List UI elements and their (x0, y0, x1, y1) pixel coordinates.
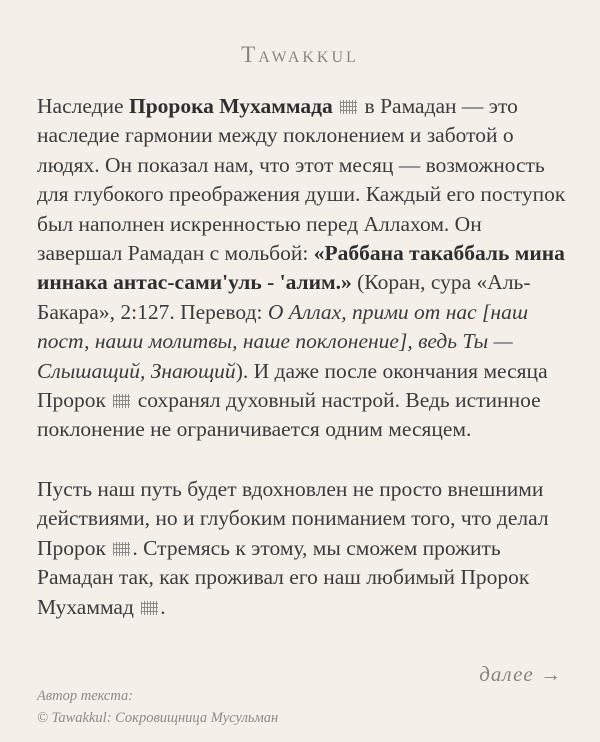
text-run: (Коран, сура «Аль-Бакара», 2:127. Перевод: (37, 270, 531, 324)
text-run: сохранял духовный настрой. Ведь истинное поклонение не ограничивается одним месяцем. (37, 388, 541, 442)
credits (37, 685, 278, 729)
bold-run: Пророка Мухаммада (128, 94, 333, 118)
paragraph-2 (37, 475, 567, 622)
text-run: . (160, 594, 166, 619)
bold-dua: «Раббана такаббаль мина иннака антас-сами'уль - 'алим.» (37, 241, 565, 295)
text-run: Пусть наш путь будет вдохновлен не просто внешними действиями, но и глубоким пониманием того, что делал Пророк (37, 476, 549, 560)
salawat-ligature-icon (141, 601, 158, 615)
next-link[interactable]: далее → (479, 662, 562, 686)
text-run: в Рамадан — это наследие гармонии между поклонением и заботой о людях. Он показал нам, что этот месяц — возможность для глубокого преображения души. Каждый его поступок был наполнен искренностью перед Аллахом. Он завершал Рамадан с мольбой: (37, 94, 566, 266)
salawat-ligature-icon (113, 542, 130, 556)
salawat-ligature-icon (113, 394, 130, 408)
salawat-ligature-icon (340, 100, 357, 114)
text-run: ). И даже после окончания месяца Пророк (37, 358, 548, 413)
paragraph-1 (37, 92, 567, 445)
copyright-text: © Tawakkul: Сокровищница Мусульман (37, 710, 279, 726)
article-body (37, 92, 567, 622)
italic-translation: О Аллах, прими от нас [наш пост, наши молитвы, наше поклонение], ведь Ты — Слышащий, Знающий (37, 299, 529, 383)
text-run: Наследие (37, 94, 129, 118)
author-label: Автор текста: (37, 688, 134, 704)
text-run: . Стремясь к этому, мы сможем прожить Рамадан так, как проживал его наш любимый Пророк Мухаммад (37, 535, 530, 619)
brand-title: Tawakkul (241, 42, 359, 67)
